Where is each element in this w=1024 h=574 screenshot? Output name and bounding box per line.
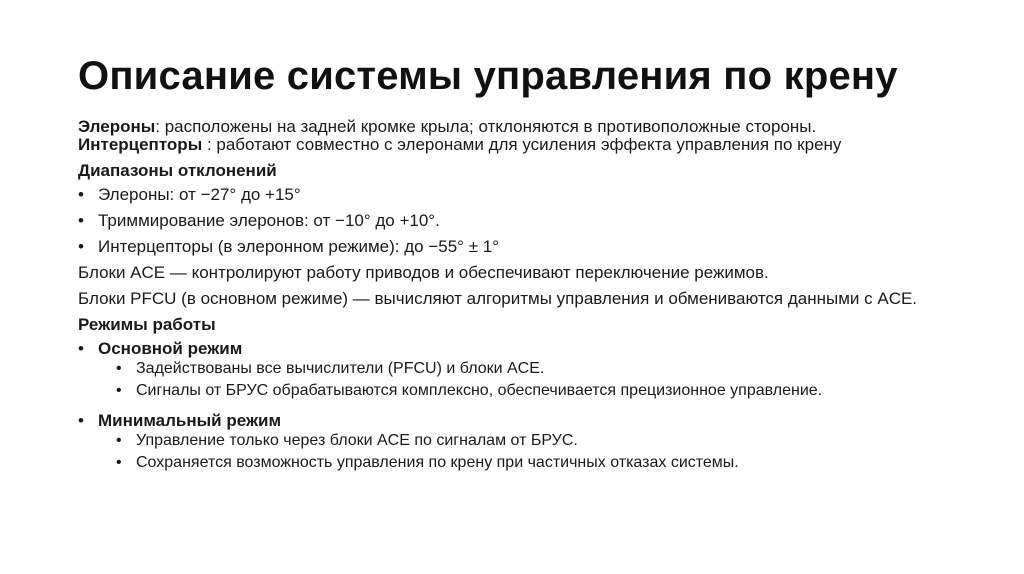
intro-block — [78, 118, 958, 154]
term-spoilers: Интерцепторы — [78, 135, 203, 154]
list-item: • Сигналы от БРУС обрабатываются комплексно, обеспечивается прецизионное управление. — [116, 382, 823, 399]
bullet-icon: • — [78, 185, 84, 204]
list-item: • Задействованы все вычислители (PFCU) и блоки ACE. — [116, 360, 545, 377]
bullet-icon: • — [116, 360, 122, 377]
slide-content — [78, 118, 958, 476]
paragraph-pfcu: Блоки PFCU (в основном режиме) — вычисляют алгоритмы управления и обмениваются данными с ACE. — [78, 289, 918, 308]
mode-normal: • Основной режим — [78, 339, 243, 358]
list-item: • Сохраняется возможность управления по крену при частичных отказах системы. — [116, 454, 739, 471]
intro-line-spoilers — [78, 136, 958, 154]
desc-spoilers: : работают совместно с элеронами для усиления эффекта управления по крену — [202, 135, 842, 154]
slide-title: Описание системы управления по крену — [78, 54, 898, 98]
mode-minimal: • Минимальный режим — [78, 411, 282, 430]
bullet-icon: • — [78, 339, 84, 358]
list-item: • Управление только через блоки ACE по сигналам от БРУС. — [116, 432, 578, 449]
intro-line-ailerons — [78, 118, 958, 136]
bullet-icon: • — [116, 382, 122, 399]
bullet-icon: • — [78, 237, 84, 256]
bullet-icon: • — [116, 454, 122, 471]
list-item: • Элероны: от −27° до +15° — [78, 185, 301, 204]
modes-heading: Режимы работы — [78, 315, 216, 334]
desc-ailerons: : расположены на задней кромке крыла; отклоняются в противоположные стороны. — [155, 117, 817, 136]
list-item: • Триммирование элеронов: от −10° до +10°. — [78, 211, 440, 230]
list-item: • Интерцепторы (в элеронном режиме): до −55° ± 1° — [78, 237, 500, 256]
ranges-heading: Диапазоны отклонений — [78, 161, 277, 180]
paragraph-ace: Блоки ACE — контролируют работу приводов и обеспечивают переключение режимов. — [78, 263, 769, 282]
term-ailerons: Элероны — [78, 117, 156, 136]
bullet-icon: • — [78, 411, 84, 430]
bullet-icon: • — [78, 211, 84, 230]
bullet-icon: • — [116, 432, 122, 449]
